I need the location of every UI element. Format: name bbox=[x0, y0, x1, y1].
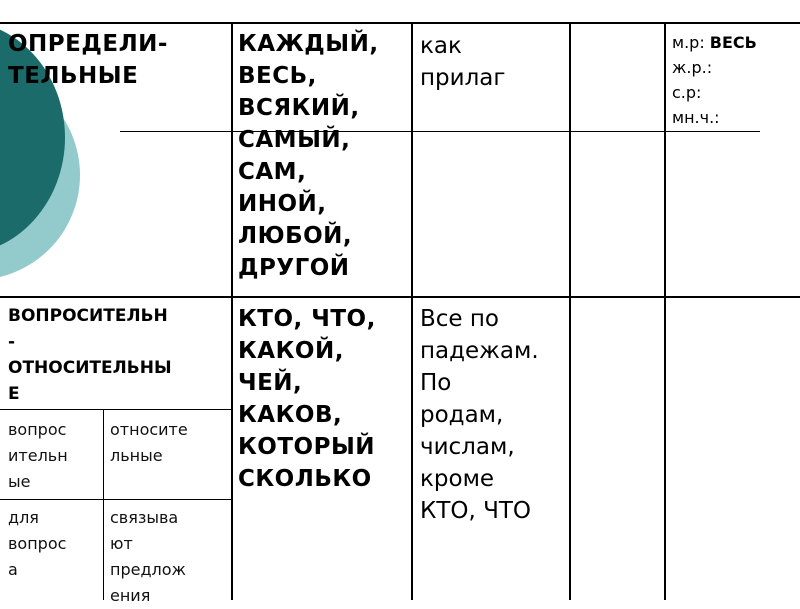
interrogative-pronouns-list: КТО, ЧТО, КАКОЙ, ЧЕЙ, КАКОВ, КОТОРЫЙ СКОЛЬКО bbox=[238, 306, 376, 492]
sub-label-relative-use: связыва ют предлож ения bbox=[110, 508, 186, 605]
sub-label-relative: относите льные bbox=[110, 420, 188, 465]
sub-line-1 bbox=[0, 409, 232, 410]
sub-label-interrogative-use: для вопрос а bbox=[8, 508, 67, 579]
col-line-4 bbox=[664, 22, 666, 600]
sub-line-2 bbox=[0, 499, 232, 500]
sub-col-line bbox=[103, 409, 104, 600]
category-interrogative-relative: ВОПРОСИТЕЛЬН - ОТНОСИТЕЛЬНЫ Е bbox=[8, 306, 172, 404]
col-line-2 bbox=[411, 22, 413, 600]
gender-forms: м.р: ВЕСЬ ж.р.: с.р: мн.ч.: bbox=[672, 33, 757, 127]
definitive-pronouns-list: КАЖДЫЙ, ВЕСЬ, ВСЯКИЙ, САМЫЙ, САМ, ИНОЙ, ЛЮБОЙ, ДРУГОЙ bbox=[238, 31, 379, 281]
interrogative-declension-note: Все по падежам. По родам, числам, кроме КТО, ЧТО bbox=[420, 306, 539, 524]
definitive-declension-note: как прилаг bbox=[420, 33, 506, 91]
col-line-3 bbox=[569, 22, 571, 600]
sub-label-interrogative: вопрос ительн ые bbox=[8, 420, 68, 491]
table-top-border bbox=[0, 22, 800, 24]
category-definitive: ОПРЕДЕЛИ- ТЕЛЬНЫЕ bbox=[8, 31, 168, 89]
col-line-1 bbox=[231, 22, 233, 600]
row-separator bbox=[0, 296, 800, 298]
